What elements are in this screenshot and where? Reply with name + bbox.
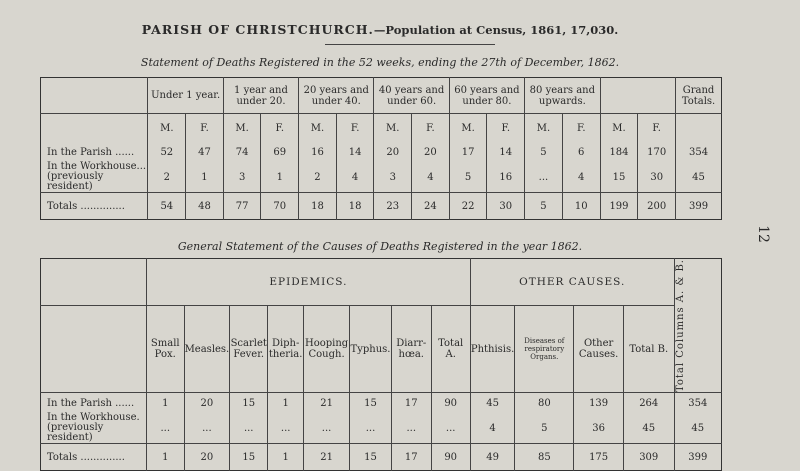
header-typhus: Typhus.	[350, 306, 392, 393]
sex-label: M.	[449, 114, 487, 143]
sex-label: F.	[487, 114, 525, 143]
totals-row	[41, 444, 722, 471]
cell: 18	[299, 193, 337, 220]
cell: 17	[391, 393, 431, 414]
cell: 20	[412, 142, 450, 162]
header-under-1: Under 1 year.	[148, 78, 223, 114]
sex-label: F.	[261, 114, 299, 143]
cell: ...	[230, 413, 268, 444]
sex-label: F.	[562, 114, 600, 143]
title-rule	[325, 44, 495, 45]
cell: ...	[304, 413, 350, 444]
cell: 5	[525, 142, 563, 162]
cell: 4	[412, 162, 450, 193]
cell: 1	[261, 162, 299, 193]
cell: 17	[391, 444, 431, 471]
row-label: In the Parish ......	[47, 146, 135, 158]
cell: 45	[623, 413, 674, 444]
cell: 17	[449, 142, 487, 162]
cell: 30	[638, 162, 676, 193]
causes-of-death-table	[40, 258, 722, 471]
header-total-columns: Total Columns A. & B.	[674, 259, 686, 393]
cell: 23	[374, 193, 412, 220]
cell: ...	[184, 413, 230, 444]
sex-label: M.	[148, 114, 186, 143]
cell: ...	[146, 413, 184, 444]
row-label: In the Parish ......	[47, 397, 135, 409]
cell: 30	[487, 193, 525, 220]
cell: 52	[148, 142, 186, 162]
header-small-pox: Small Pox.	[146, 306, 184, 393]
row-label-note: (previously resident)	[47, 171, 104, 192]
table-row	[41, 162, 722, 193]
header-1-20: 1 year and under 20.	[223, 78, 298, 114]
cell: 16	[487, 162, 525, 193]
title-population: —Population at Census, 1861, 17,030.	[373, 23, 619, 37]
cell: 2	[148, 162, 186, 193]
cell: ...	[431, 413, 470, 444]
cell: 10	[562, 193, 600, 220]
header-diphtheria: Diph- theria.	[268, 306, 304, 393]
cell: 15	[230, 393, 268, 414]
cell: 3	[223, 162, 261, 193]
header-blank	[41, 78, 148, 114]
cell: 20	[184, 444, 230, 471]
statement-subtitle: Statement of Deaths Registered in the 52 weeks, ending the 27th of December, 1862.	[140, 56, 620, 69]
cell: 399	[676, 193, 722, 220]
group-header-row	[41, 259, 722, 306]
cell: 200	[638, 193, 676, 220]
header-80-up: 80 years and upwards.	[525, 78, 601, 114]
sex-label: M.	[600, 114, 638, 143]
cell: 2	[299, 162, 337, 193]
title-main: PARISH OF CHRISTCHURCH.	[141, 22, 374, 37]
cell: 5	[449, 162, 487, 193]
header-hooping-cough: Hooping Cough.	[304, 306, 350, 393]
table-row	[41, 413, 722, 444]
cell: 15	[230, 444, 268, 471]
group-other-causes: OTHER CAUSES.	[470, 259, 674, 306]
cell: 399	[674, 444, 721, 471]
cell: 354	[676, 142, 722, 162]
cell: 309	[623, 444, 674, 471]
header-measles: Measles.	[184, 306, 230, 393]
cell: 49	[470, 444, 514, 471]
cell: 1	[146, 393, 184, 414]
cell: 264	[623, 393, 674, 414]
header-total-b: Total B.	[623, 306, 674, 393]
cell: 70	[261, 193, 299, 220]
cell: 21	[304, 393, 350, 414]
sex-label: M.	[525, 114, 563, 143]
cell: 14	[487, 142, 525, 162]
cell: 36	[574, 413, 624, 444]
cell: 21	[304, 444, 350, 471]
sex-label: F.	[412, 114, 450, 143]
cell: 4	[562, 162, 600, 193]
cause-header-row	[41, 306, 722, 393]
cell: 15	[600, 162, 638, 193]
cell: 45	[676, 162, 722, 193]
age-sex-deaths-table	[40, 77, 722, 220]
section-title-causes: General Statement of the Causes of Deaths Registered in the year 1862.	[177, 240, 583, 253]
cell: 1	[146, 444, 184, 471]
header-grand-totals: Grand Totals.	[676, 78, 722, 114]
header-20-40: 20 years and under 40.	[299, 78, 374, 114]
cell: 170	[638, 142, 676, 162]
cell: 77	[223, 193, 261, 220]
cell: 45	[470, 393, 514, 414]
sex-label: M.	[374, 114, 412, 143]
row-label-note: (previously resident)	[47, 422, 104, 444]
cell: 14	[336, 142, 374, 162]
cell: 16	[299, 142, 337, 162]
header-scarlet-fever: Scarlet Fever.	[230, 306, 268, 393]
sex-label: F.	[186, 114, 224, 143]
cell: 175	[574, 444, 624, 471]
cell: 6	[562, 142, 600, 162]
cell: 20	[184, 393, 230, 414]
row-label: In the Workhouse.	[47, 412, 140, 424]
page-title	[0, 22, 760, 37]
cell: 199	[600, 193, 638, 220]
sex-label: F.	[638, 114, 676, 143]
row-label: Totals ..............	[41, 444, 147, 471]
page-number: 12	[755, 225, 772, 243]
cell: 74	[223, 142, 261, 162]
cell: 354	[674, 393, 721, 414]
cell: 90	[431, 393, 470, 414]
cell: 48	[186, 193, 224, 220]
cell: 54	[148, 193, 186, 220]
cell: 24	[412, 193, 450, 220]
table-row	[41, 142, 722, 162]
cell: 4	[470, 413, 514, 444]
header-sex-totals	[600, 78, 675, 114]
cell: 80	[515, 393, 574, 414]
header-40-60: 40 years and under 60.	[374, 78, 449, 114]
table-row	[41, 393, 722, 414]
cell: 1	[268, 393, 304, 414]
header-total-a: Total A.	[431, 306, 470, 393]
cell: 1	[268, 444, 304, 471]
cell: 15	[350, 444, 392, 471]
cell: 69	[261, 142, 299, 162]
cell: 85	[515, 444, 574, 471]
header-60-80: 60 years and under 80.	[449, 78, 524, 114]
cell: 15	[350, 393, 392, 414]
group-epidemics: EPIDEMICS.	[146, 259, 470, 306]
cell: 139	[574, 393, 624, 414]
age-group-header-row	[41, 78, 722, 114]
cell: 18	[336, 193, 374, 220]
cell: 4	[336, 162, 374, 193]
cell: 47	[186, 142, 224, 162]
header-diarrhoea: Diarr- hœa.	[391, 306, 431, 393]
cell: 20	[374, 142, 412, 162]
sex-label: F.	[336, 114, 374, 143]
cell: ...	[268, 413, 304, 444]
sex-label: M.	[223, 114, 261, 143]
cell: 5	[525, 193, 563, 220]
cell: 90	[431, 444, 470, 471]
header-phthisis: Phthisis.	[470, 306, 514, 393]
row-label: In the Workhouse...	[47, 161, 147, 172]
cell: ...	[391, 413, 431, 444]
sex-header-row	[41, 114, 722, 143]
cell: ...	[350, 413, 392, 444]
header-respiratory: Diseases of respiratory Organs.	[515, 306, 574, 393]
totals-row	[41, 193, 722, 220]
cell: ...	[525, 162, 563, 193]
sex-label: M.	[299, 114, 337, 143]
cell: 3	[374, 162, 412, 193]
cell: 5	[515, 413, 574, 444]
header-other-causes: Other Causes.	[574, 306, 624, 393]
cell: 45	[674, 413, 721, 444]
row-label: Totals ..............	[41, 193, 148, 220]
cell: 1	[186, 162, 224, 193]
cell: 22	[449, 193, 487, 220]
cell: 184	[600, 142, 638, 162]
